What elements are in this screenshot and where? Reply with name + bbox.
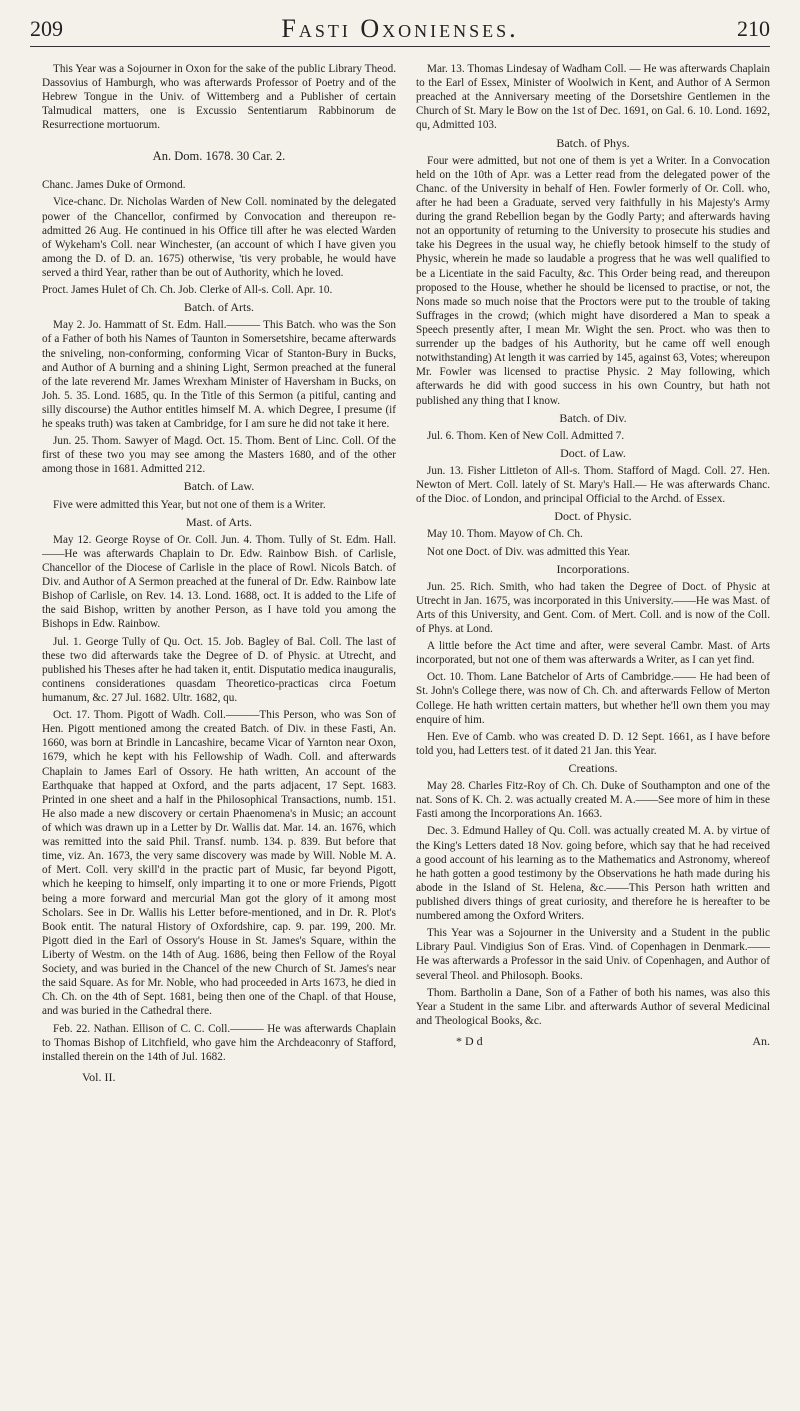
paragraph: Jul. 1. George Tully of Qu. Oct. 15. Job. Bagley of Bal. Coll. The last of these two did afterwards take the Degree of D. of Physic. at Utrecht, and published his Theses after he had taken it, entit. Disputatio medica inauguralis, continens considerationes quasdam Theoretico-practicas circa Foetum humanum, &c. 27 Jul. 1682. Ultr. 1682, qu.	[42, 635, 396, 705]
section-heading: Mast. of Arts.	[186, 514, 252, 529]
page-number-left: 209	[30, 16, 63, 41]
section-heading: Doct. of Physic.	[554, 509, 632, 524]
signature-line	[42, 1070, 396, 1085]
paragraph: Hen. Eve of Camb. who was created D. D. 12 Sept. 1661, as I have before told you, had Letters test. of it dated 21 Jan. this Year.	[416, 730, 770, 757]
paragraph: Jun. 25. Rich. Smith, who had taken the Degree of Doct. of Physic at Utrecht in Jan. 1675, was incorporated in this University.——He was Mast. of Arts of this University, and Gent. Com. of Mert. Coll. and is now of the Coll. of Phys. at Lond.	[416, 580, 770, 636]
section-heading: Incorporations.	[556, 561, 630, 576]
paragraph: Dec. 3. Edmund Halley of Qu. Coll. was actually created M. A. by virtue of the King's Letters dated 18 Nov. going before, which say that he had received a good account of his learning as to the Mathematics and Astronomy, whereof he hath gotten a good testimony by the Observations he hath made during his abode in the Island of St. Helena, &c.——This Person hath written and published divers things of great curiosity, and therefore he is hereafter to be numbered among the Oxford Writers.	[416, 825, 770, 923]
signature-mark: * D d	[456, 1034, 483, 1048]
paragraph: May 10. Thom. Mayow of Ch. Ch.	[427, 528, 583, 541]
right-column	[416, 62, 770, 1393]
paragraph: May 2. Jo. Hammatt of St. Edm. Hall.——— This Batch. who was the Son of a Father of both his Names of Taunton in Somersetshire, became afterwards the sniveling, non-conforming, conforming Vicar of Stanton-Bury in Bucks, and Author of A burning and a shining Light, Sermon preached at the funeral of the late reverend Mr. James Wrexham Minister of Haversham in Bucks, on Joh. 5. 35. Lond. 1685, qu. In the Title of this Sermon (a pitiful, canting and silly discourse) the Author entitles himself M. A. which Degree, I presume (if he speaks truth) was taken at Cambridge, for I am sure he did not take it here.	[42, 319, 396, 431]
text-columns	[42, 62, 770, 1393]
paragraph: Four were admitted, but not one of them is yet a Writer. In a Convocation held on the 10th of Apr. was a Letter read from the delegated power of the Chanc. of the University in behalf of Hen. Fowler formerly of Or. Coll. who, after he had been a Graduate, served very faithfully in his Majesty's Army during the grand Rebellion began by the Godly Party; and afterwards having not an opportunity of returning to the University to prosecute his studies and take his Degrees in the usual way, he chiefly betook himself to the study of Physic, wherein he made so laudable a progress that he was well qualified to be a Licentiate in the said Faculty, &c. This Order being read, and thereupon proposed to the House, whether he should be licensed to practise, or not, the Nons made so much noise that the Proctors were put to the trouble of taking Suffrages in the crowd; (which might have disordered a Man to speak a Speech presently after, I mean Mr. Wight the sen. Proct. who was then to surrender up the badges of his Authority, but he came off well enough notwithstanding) At length it was carried by 145, against 63, Votes; whereupon Mr. Fowler was licensed to practise Physic. 2 May following, which afterwards he did with good success in his own Country, but hath not published any thing that I know.	[416, 154, 770, 407]
paragraph: This Year was a Sojourner in Oxon for the sake of the public Library Theod. Dassovius of Hamburgh, who was afterwards Professor of Poetry and of the Hebrew Tongue in the Univ. of Wittemberg and a Publisher of certain Talmudical matters, one is Excussio Sententiarum Rabbinorum de Resurrectione mortuorum.	[42, 63, 396, 132]
left-column	[42, 62, 396, 1393]
section-heading: Batch. of Arts.	[184, 300, 254, 315]
running-title: Fasti Oxonienses.	[281, 14, 519, 43]
paragraph: Not one Doct. of Div. was admitted this Year.	[427, 545, 631, 558]
volume-mark: Vol. II.	[82, 1069, 116, 1084]
paragraph: May 28. Charles Fitz-Roy of Ch. Ch. Duke of Southampton and one of the nat. Sons of K. Ch. 2. was actually created M. A.——See more of him in these Fasti among the Incorporations An. 1663.	[416, 780, 770, 821]
paragraph: Vice-chanc. Dr. Nicholas Warden of New Coll. nominated by the delegated power of the Chancellor, confirmed by Convocation and thereupon re-admitted 26 Aug. He continued in his Office till after he was elected Warden of Wykeham's Coll. near Winchester, (an account of which I have given you among the D. of D. an. 1675) otherwise, 'tis very probable, he would have served a third Year, rather than be out of Authority, which he loved.	[42, 196, 396, 279]
paragraph: Mar. 13. Thomas Lindesay of Wadham Coll. — He was afterwards Chaplain to the Earl of Essex, Minister of Woolwich in Kent, and Author of A Sermon preached at the Anniversary meeting of the Dorsetshire Gentlemen in the Church of St. Mary le Bow on the 1st of Dec. 1691, on Gal. 6. 10. Lond. 1692, qu, Admitted 103.	[416, 63, 770, 132]
year-heading: An. Dom. 1678. 30 Car. 2.	[152, 148, 286, 163]
section-heading: Batch. of Phys.	[556, 135, 630, 150]
proctors-line: Proct. James Hulet of Ch. Ch. Job. Clerke of All-s. Coll. Apr. 10.	[42, 284, 333, 297]
paragraph: Jun. 25. Thom. Sawyer of Magd. Oct. 15. Thom. Bent of Linc. Coll. Of the first of these two you may see among the Masters 1680, and of the other among those in 1681. Admitted 212.	[42, 435, 396, 476]
paragraph: Five were admitted this Year, but not one of them is a Writer.	[53, 498, 326, 511]
paragraph: Feb. 22. Nathan. Ellison of C. C. Coll.——— He was afterwards Chaplain to Thomas Bishop of Litchfield, who gave him the Archdeaconry of Stafford, installed therein on the 14th of Jul. 1682.	[42, 1022, 396, 1063]
paragraph: A little before the Act time and after, were several Cambr. Mast. of Arts incorporated, but not one of them was afterwards a Writer, as I can yet find.	[416, 640, 770, 667]
section-heading: Batch. of Div.	[559, 410, 627, 425]
section-heading: Creations.	[568, 761, 618, 776]
paragraph: Jun. 13. Fisher Littleton of All-s. Thom. Stafford of Magd. Coll. 27. Hen. Newton of Mert. Coll. lately of St. Mary's Hall.— He was afterwards Chanc. of the Dioc. of London, and principal Official to the Archd. of Essex.	[416, 464, 770, 506]
section-heading: Batch. of Law.	[183, 479, 255, 494]
paragraph: Oct. 10. Thom. Lane Batchelor of Arts of Cambridge.—— He had been of St. John's College there, was now of Ch. Ch. and afterwards Fellow of Merton College. He hath written certain matters, but whether he'll own them you may enquire of him.	[416, 671, 770, 726]
paragraph: Jul. 6. Thom. Ken of New Coll. Admitted 7.	[427, 429, 625, 442]
paragraph: This Year was a Sojourner in the University and a Student in the public Library Paul. Vindigius Son of Eras. Vind. of Copenhagen in Denmark.——He was afterwards a Professor in the said Univ. of Copenhagen, and Author of several Theol. and Philosoph. Books.	[416, 927, 770, 982]
paragraph: Thom. Bartholin a Dane, Son of a Father of both his names, was also this Year a Student in the same Libr. and afterwards Author of several Medicinal and Theological Books, &c.	[416, 986, 770, 1027]
page-header	[30, 12, 770, 47]
catchword: An.	[752, 1034, 770, 1048]
paragraph: Oct. 17. Thom. Pigott of Wadh. Coll.———This Person, who was Son of Hen. Pigott mentioned among the created Batch. of Div. in these Fasti, An. 1660, was born at Brindle in Lancashire, became Vicar of Yarnton near Oxon, 1679, which he kept with his Fellowship of Wadh. Coll. and afterwards Chaplain to James Earl of Ossory. He hath written, An account of the Earthquake that happed at Oxford, and the parts adjacent, 17 Sept. 1683. Printed in one sheet and a half in the Philosophical Transactions, numb. 151. He also made a new discovery or certain Phaenomena's in Music; an account of which was drawn up in a Letter by Dr. Wallis dat. Mar. 14. an. 1676, which was remitted into the said Phil. Transf. numb. 134. p. 839. But before that time, viz. An. 1673, the very same discovery was made by Will. Noble M. A. of Mert. Coll. very skill'd in the practic part of Music, far beyond Pigott, which he keeping to himself, only imparting it to one or more Friends, Pigott being a more forward and mercurial Man got the glory of it among most Scholars. See in Dr. Wallis his Letter before-mentioned, and in Dr. R. Plot's Book entit. The natural History of Oxfordshire, cap. 9. par. 199, 200. Mr. Pigott died in the Earl of Ossory's House in St. James's Square, within the Liberty of Westm. on the 14th of Aug. 1686, being then Fellow of the Royal Society, and was buried in the Chancel of the new Church of St. James's near the said Square. As for Mr. Noble, who had proceeded in Arts 1673, he died in Ch. Ch. on the 4th of Sept. 1681, being then one of the Chapl. of that House, and was buried in the Cathedral there.	[42, 709, 396, 1018]
chancellor-line: Chanc. James Duke of Ormond.	[42, 179, 186, 192]
signature-line	[416, 1034, 770, 1049]
paragraph: May 12. George Royse of Or. Coll. Jun. 4. Thom. Tully of St. Edm. Hall.——He was afterwards Chaplain to Dr. Edw. Rainbow Bish. of Carlisle, Chancellor of the Diocese of Carlisle in the place of Rowl. Nicols Batch. of Div. and Author of A Sermon preached at the funeral of Dr. Edw. Rainbow late Bishop of Carlisle, on Rev. 14. 13. Lond. 1688, oct. It is added to the Life of the said Bishop, written by another Person, as I have told you among the Bishops in Edw. Rainbow.	[42, 533, 396, 631]
page-number-right: 210	[737, 16, 770, 41]
section-heading: Doct. of Law.	[560, 445, 626, 460]
